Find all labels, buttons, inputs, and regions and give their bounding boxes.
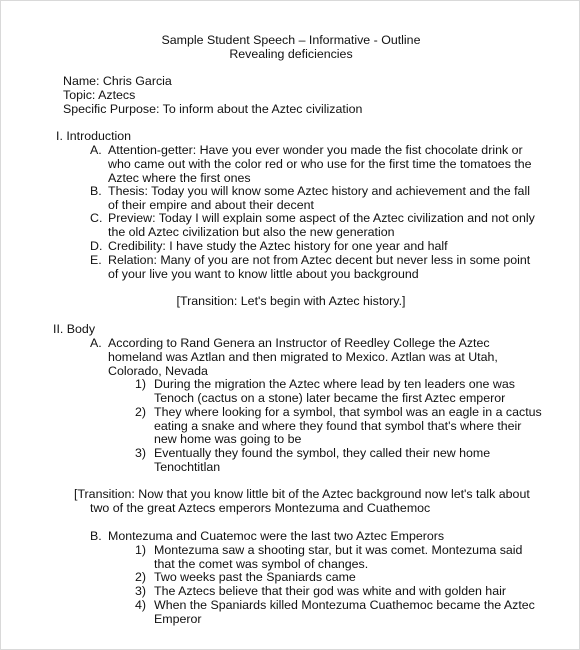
intro-a-line: who came out with the color red or who use for the first time the tomatoes the [108, 157, 532, 171]
body-a1-line: Tenoch (cactus on a stone) later became the first Aztec emperor [154, 391, 506, 405]
body-b1-marker: 1) [135, 543, 147, 557]
topic-line: Topic: Aztecs [63, 88, 136, 102]
intro-e-line: of your live you want to know little about you background [108, 267, 419, 281]
body-a-line: According to Rand Genera an Instructor of Reedley College the Aztec [108, 336, 490, 350]
intro-e-line: Relation: Many of you are not from Aztec decent but never less in some point [108, 253, 531, 267]
body-b1-line: Montezuma saw a shooting star, but it was comet. Montezuma said [154, 543, 523, 557]
body-a2-line: They where looking for a symbol, that symbol was an eagle in a cactus [154, 405, 542, 419]
intro-b-line: Thesis: Today you will know some Aztec history and achievement and the fall [108, 184, 530, 198]
body-a3-marker: 3) [135, 446, 147, 460]
intro-a-line: Aztec where the first ones [108, 171, 251, 185]
intro-e-marker: E. [90, 253, 102, 267]
body-b-marker: B. [90, 529, 102, 543]
intro-b-line: of their empire and about their decent [108, 198, 314, 212]
body-b2-marker: 2) [135, 570, 147, 584]
intro-a-line: Attention-getter: Have you ever wonder you made the fist chocolate drink or [108, 143, 523, 157]
intro-d-line: Credibility: I have study the Aztec history for one year and half [108, 239, 448, 253]
body-a2-marker: 2) [135, 405, 147, 419]
body-a-line: Colorado, Nevada [108, 364, 208, 378]
name-line: Name: Chris Garcia [63, 74, 172, 88]
intro-c-line: Preview: Today I will explain some aspect of the Aztec civilization and not only [108, 211, 535, 225]
intro-d-marker: D. [90, 239, 103, 253]
transition-2: [Transition: Now that you know little bit of the Aztec background now let's talk about [74, 487, 530, 501]
body-a3-line: Tenochtitlan [154, 460, 221, 474]
body-a3-line: Eventually they found the symbol, they called their new home [154, 446, 491, 460]
intro-c-line: the old Aztec civilization but also the new generation [108, 225, 395, 239]
body-b2-line: Two weeks past the Spaniards came [154, 570, 356, 584]
section-heading-body: II. Body [53, 322, 96, 336]
body-a-line: homeland was Aztlan and then migrated to Mexico. Aztlan was at Utah, [108, 350, 498, 364]
body-b4-marker: 4) [135, 598, 147, 612]
intro-b-marker: B. [90, 184, 102, 198]
body-a1-marker: 1) [135, 377, 147, 391]
body-b-line: Montezuma and Cuatemoc were the last two Aztec Emperors [108, 529, 445, 543]
document-subtitle: Revealing deficiencies [229, 47, 353, 61]
transition-2: two of the great Aztecs emperors Montezuma and Cuathemoc [90, 501, 431, 515]
intro-c-marker: C. [90, 211, 103, 225]
document-title: Sample Student Speech – Informative - Outline [161, 33, 421, 47]
body-a1-line: During the migration the Aztec where lead by ten leaders one was [154, 377, 515, 391]
body-b3-marker: 3) [135, 584, 147, 598]
body-b1-line: that the comet was symbol of changes. [154, 557, 369, 571]
body-b3-line: The Aztecs believe that their god was white and with golden hair [154, 584, 506, 598]
body-a2-line: new home was going to be [154, 432, 302, 446]
purpose-line: Specific Purpose: To inform about the Aztec civilization [63, 102, 363, 116]
transition-1: [Transition: Let's begin with Aztec history.] [176, 294, 406, 308]
intro-a-marker: A. [90, 143, 102, 157]
body-a2-line: eating a snake and where they found that symbol that's where their [154, 419, 522, 433]
body-b4-line: When the Spaniards killed Montezuma Cuathemoc became the Aztec [154, 598, 535, 612]
body-a-marker: A. [90, 336, 102, 350]
body-b4-line: Emperor [154, 612, 202, 626]
section-heading-introduction: I. Introduction [56, 129, 132, 143]
